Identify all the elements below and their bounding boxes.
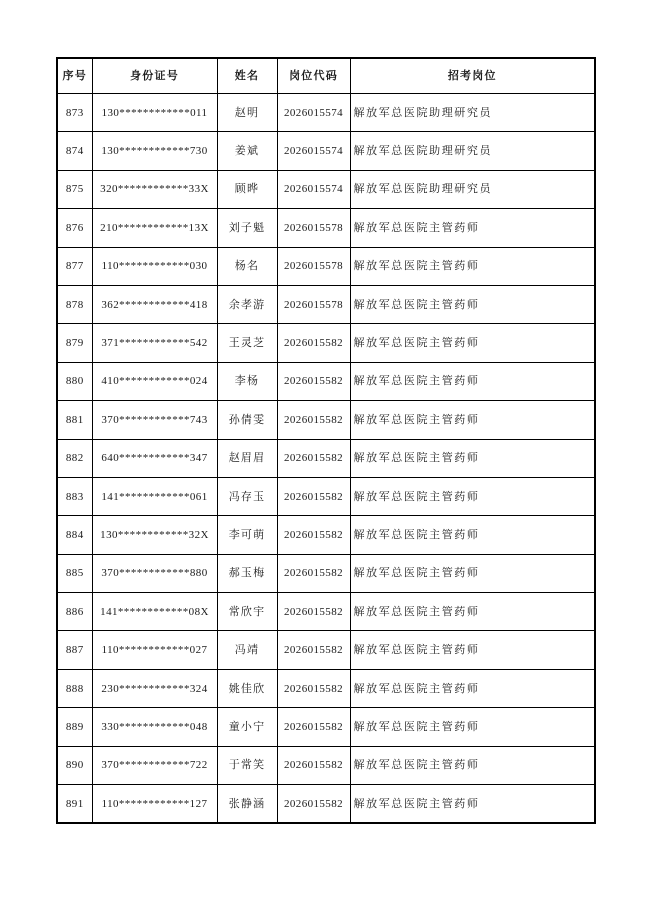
table-row bbox=[57, 439, 595, 477]
id-number-cell: 370************722 bbox=[92, 746, 217, 784]
id-number-cell: 370************880 bbox=[92, 554, 217, 592]
position-title-cell: 解放军总医院主管药师 bbox=[350, 324, 595, 362]
id-number-cell: 110************127 bbox=[92, 785, 217, 824]
position-code-cell: 2026015582 bbox=[277, 708, 350, 746]
name-cell: 王灵芝 bbox=[217, 324, 277, 362]
position-code-cell: 2026015578 bbox=[277, 247, 350, 285]
serial-cell: 889 bbox=[57, 708, 92, 746]
position-code-cell: 2026015578 bbox=[277, 285, 350, 323]
position-code-cell: 2026015574 bbox=[277, 132, 350, 170]
name-cell: 孙倩雯 bbox=[217, 401, 277, 439]
serial-cell: 886 bbox=[57, 593, 92, 631]
header-id-number: 身份证号 bbox=[92, 58, 217, 94]
name-cell: 童小宁 bbox=[217, 708, 277, 746]
table-row bbox=[57, 746, 595, 784]
table-row bbox=[57, 554, 595, 592]
name-cell: 李杨 bbox=[217, 362, 277, 400]
id-number-cell: 640************347 bbox=[92, 439, 217, 477]
name-cell: 赵眉眉 bbox=[217, 439, 277, 477]
name-cell: 姚佳欣 bbox=[217, 669, 277, 707]
header-row bbox=[57, 58, 595, 94]
table-row bbox=[57, 324, 595, 362]
table-row bbox=[57, 209, 595, 247]
table-row bbox=[57, 631, 595, 669]
position-code-cell: 2026015578 bbox=[277, 209, 350, 247]
serial-cell: 874 bbox=[57, 132, 92, 170]
id-number-cell: 320************33X bbox=[92, 170, 217, 208]
serial-cell: 880 bbox=[57, 362, 92, 400]
position-code-cell: 2026015582 bbox=[277, 746, 350, 784]
serial-cell: 879 bbox=[57, 324, 92, 362]
header-position-code: 岗位代码 bbox=[277, 58, 350, 94]
id-number-cell: 141************061 bbox=[92, 477, 217, 515]
position-title-cell: 解放军总医院主管药师 bbox=[350, 401, 595, 439]
id-number-cell: 230************324 bbox=[92, 669, 217, 707]
name-cell: 冯靖 bbox=[217, 631, 277, 669]
header-serial: 序号 bbox=[57, 58, 92, 94]
id-number-cell: 110************027 bbox=[92, 631, 217, 669]
serial-cell: 884 bbox=[57, 516, 92, 554]
position-code-cell: 2026015582 bbox=[277, 785, 350, 824]
id-number-cell: 130************32X bbox=[92, 516, 217, 554]
position-code-cell: 2026015582 bbox=[277, 516, 350, 554]
table-row bbox=[57, 285, 595, 323]
position-code-cell: 2026015582 bbox=[277, 401, 350, 439]
position-title-cell: 解放军总医院主管药师 bbox=[350, 785, 595, 824]
position-title-cell: 解放军总医院主管药师 bbox=[350, 362, 595, 400]
table-row bbox=[57, 401, 595, 439]
serial-cell: 881 bbox=[57, 401, 92, 439]
table-row bbox=[57, 247, 595, 285]
position-code-cell: 2026015574 bbox=[277, 170, 350, 208]
name-cell: 张静涵 bbox=[217, 785, 277, 824]
position-title-cell: 解放军总医院助理研究员 bbox=[350, 132, 595, 170]
position-title-cell: 解放军总医院主管药师 bbox=[350, 439, 595, 477]
recruitment-roster-table bbox=[56, 57, 596, 824]
position-title-cell: 解放军总医院主管药师 bbox=[350, 285, 595, 323]
table-row bbox=[57, 708, 595, 746]
table-row bbox=[57, 170, 595, 208]
id-number-cell: 130************011 bbox=[92, 94, 217, 132]
serial-cell: 888 bbox=[57, 669, 92, 707]
serial-cell: 875 bbox=[57, 170, 92, 208]
serial-cell: 878 bbox=[57, 285, 92, 323]
name-cell: 郝玉梅 bbox=[217, 554, 277, 592]
name-cell: 顾晔 bbox=[217, 170, 277, 208]
position-code-cell: 2026015582 bbox=[277, 554, 350, 592]
position-code-cell: 2026015582 bbox=[277, 631, 350, 669]
name-cell: 姜斌 bbox=[217, 132, 277, 170]
serial-cell: 877 bbox=[57, 247, 92, 285]
id-number-cell: 370************743 bbox=[92, 401, 217, 439]
serial-cell: 882 bbox=[57, 439, 92, 477]
table-row bbox=[57, 132, 595, 170]
table-row bbox=[57, 477, 595, 515]
position-code-cell: 2026015582 bbox=[277, 669, 350, 707]
name-cell: 冯存玉 bbox=[217, 477, 277, 515]
name-cell: 李可萌 bbox=[217, 516, 277, 554]
id-number-cell: 210************13X bbox=[92, 209, 217, 247]
position-title-cell: 解放军总医院主管药师 bbox=[350, 516, 595, 554]
id-number-cell: 330************048 bbox=[92, 708, 217, 746]
name-cell: 赵明 bbox=[217, 94, 277, 132]
name-cell: 于常笑 bbox=[217, 746, 277, 784]
table-row bbox=[57, 669, 595, 707]
name-cell: 杨名 bbox=[217, 247, 277, 285]
table-row bbox=[57, 516, 595, 554]
id-number-cell: 110************030 bbox=[92, 247, 217, 285]
position-title-cell: 解放军总医院主管药师 bbox=[350, 554, 595, 592]
position-code-cell: 2026015582 bbox=[277, 593, 350, 631]
position-code-cell: 2026015574 bbox=[277, 94, 350, 132]
name-cell: 常欣宇 bbox=[217, 593, 277, 631]
serial-cell: 885 bbox=[57, 554, 92, 592]
position-title-cell: 解放军总医院主管药师 bbox=[350, 708, 595, 746]
position-code-cell: 2026015582 bbox=[277, 362, 350, 400]
serial-cell: 891 bbox=[57, 785, 92, 824]
table-body bbox=[57, 94, 595, 824]
table-row bbox=[57, 94, 595, 132]
position-title-cell: 解放军总医院主管药师 bbox=[350, 209, 595, 247]
id-number-cell: 362************418 bbox=[92, 285, 217, 323]
serial-cell: 876 bbox=[57, 209, 92, 247]
position-code-cell: 2026015582 bbox=[277, 324, 350, 362]
id-number-cell: 130************730 bbox=[92, 132, 217, 170]
table-row bbox=[57, 785, 595, 824]
name-cell: 余孝游 bbox=[217, 285, 277, 323]
position-title-cell: 解放军总医院主管药师 bbox=[350, 477, 595, 515]
position-title-cell: 解放军总医院主管药师 bbox=[350, 631, 595, 669]
position-title-cell: 解放军总医院助理研究员 bbox=[350, 170, 595, 208]
id-number-cell: 141************08X bbox=[92, 593, 217, 631]
id-number-cell: 371************542 bbox=[92, 324, 217, 362]
position-code-cell: 2026015582 bbox=[277, 439, 350, 477]
serial-cell: 883 bbox=[57, 477, 92, 515]
position-title-cell: 解放军总医院主管药师 bbox=[350, 247, 595, 285]
position-title-cell: 解放军总医院主管药师 bbox=[350, 593, 595, 631]
serial-cell: 890 bbox=[57, 746, 92, 784]
position-title-cell: 解放军总医院助理研究员 bbox=[350, 94, 595, 132]
header-position: 招考岗位 bbox=[350, 58, 595, 94]
serial-cell: 887 bbox=[57, 631, 92, 669]
name-cell: 刘子魁 bbox=[217, 209, 277, 247]
position-title-cell: 解放军总医院主管药师 bbox=[350, 669, 595, 707]
header-name: 姓名 bbox=[217, 58, 277, 94]
serial-cell: 873 bbox=[57, 94, 92, 132]
position-title-cell: 解放军总医院主管药师 bbox=[350, 746, 595, 784]
id-number-cell: 410************024 bbox=[92, 362, 217, 400]
position-code-cell: 2026015582 bbox=[277, 477, 350, 515]
table-row bbox=[57, 362, 595, 400]
table-row bbox=[57, 593, 595, 631]
